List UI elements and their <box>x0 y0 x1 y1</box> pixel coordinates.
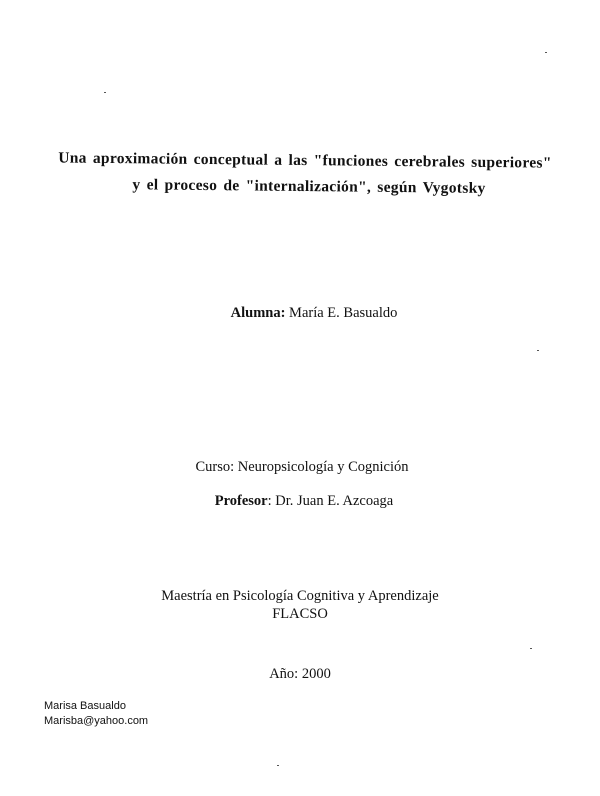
scan-speck <box>530 648 532 649</box>
student-line <box>0 303 600 323</box>
contact-name: Marisa Basualdo <box>44 700 126 712</box>
contact-block <box>44 699 148 729</box>
year-value: 2000 <box>301 666 331 682</box>
professor-label: Profesor <box>214 493 268 509</box>
scan-speck <box>545 52 547 53</box>
title-line-2: y el proceso de "internalización", según Vygotsky <box>132 176 486 197</box>
contact-email: Marisba@yahoo.com <box>44 715 149 727</box>
title-line-1: Una aproximación conceptual a las "funciones cerebrales superiores" <box>58 149 552 172</box>
scan-speck <box>537 350 539 351</box>
program-name: Maestría en Psicología Cognitiva y Aprendizaje <box>161 588 439 604</box>
scan-speck <box>104 92 106 93</box>
professor-colon: : <box>267 493 272 509</box>
institution-name: FLACSO <box>272 606 328 622</box>
course-label: Curso: <box>195 459 235 475</box>
student-name: María E. Basualdo <box>289 305 398 321</box>
year-label: Año: <box>269 666 299 682</box>
professor-name: Dr. Juan E. Azcoaga <box>275 493 394 509</box>
year-line <box>0 664 600 684</box>
professor-line <box>0 491 600 511</box>
course-line <box>0 457 600 477</box>
scan-speck <box>277 765 279 766</box>
student-label: Alumna: <box>230 305 286 321</box>
document-title <box>0 148 600 200</box>
course-name: Neuropsicología y Cognición <box>237 459 409 475</box>
